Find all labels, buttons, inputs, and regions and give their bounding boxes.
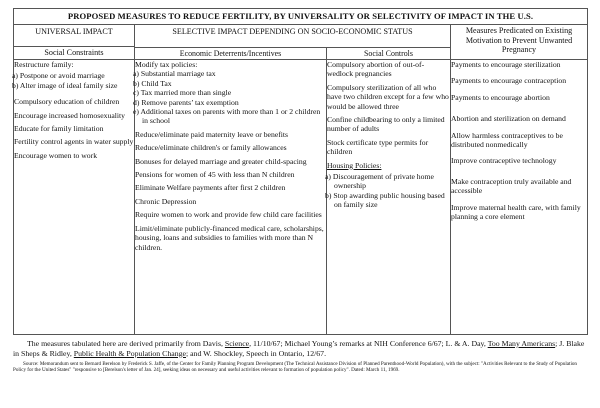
list-item: Stock certificate type permits for children [327, 137, 429, 157]
list-item: Abortion and sterilization on demand [451, 114, 566, 124]
footnote-text: , 11/10/67; Michael Young’s remarks at NIH Conference 6/67; L. & A. Day, [249, 339, 488, 348]
list-item: a) Substantial marriage tax [133, 69, 216, 79]
list-item: Payments to encourage abortion [451, 92, 550, 102]
list-item: Pensions for women of 45 with less than N children [135, 170, 295, 180]
list-item: Make contraception truly available and accessible [451, 176, 572, 196]
list-item: Eliminate Welfare payments after first 2 children [135, 183, 286, 193]
source-note: Source: Memorandum sent to Bernard Berelson by Frederick S. Jaffe, of the Center for Family Planning Program Development (The Technical Assistance Division of Planned Parenthood-World Population), with the subject: "Activities Relevant to the Study of Population Policy for the United States" "responsive to [Berelson's letter of Jan. 24], seeking ideas on necessary and useful activities relevant to formation of population policy". Dated: March 11, 1969. [13, 361, 577, 374]
footnote-text: ; J. Blake in Sheps & Ridley, [13, 339, 585, 358]
list-item: a) Postpone or avoid marriage [12, 71, 105, 81]
list-item: Compulsory education of children [14, 97, 120, 107]
footnote [13, 339, 587, 358]
list-item: b) Stop awarding public housing based on family size [325, 190, 445, 210]
list-item: Improve contraceptive technology [451, 156, 557, 166]
economic-column [135, 60, 327, 335]
list-item: Compulsory sterilization of all who have two children except for a few who would be allowed three [327, 82, 449, 111]
list-item: Reduce/eliminate paid maternity leave or benefits [135, 129, 289, 139]
footnote-text: ; and W. Shockley, Speech in Ontario, 12/67. [185, 348, 327, 358]
citation-science: Science [224, 339, 250, 348]
housing-policies-list [327, 172, 450, 210]
modify-tax-list [135, 69, 326, 125]
list-item: Payments to encourage contraception [451, 76, 567, 86]
citation-too-many-americans: Too Many Americans [487, 339, 556, 348]
list-item: Educate for family limitation [14, 124, 104, 134]
housing-policies-heading: Housing Policies: [327, 160, 382, 170]
list-item: Fertility control agents in water supply [14, 137, 134, 147]
citation-public-health: Public Health & Population Change [73, 348, 186, 358]
list-item: Payments to encourage sterilization [451, 60, 561, 69]
header-universal-text: UNIVERSAL IMPACT [35, 27, 113, 36]
table-title: PROPOSED MEASURES TO REDUCE FERTILITY, BY UNIVERSALITY OR SELECTIVITY OF IMPACT IN THE U.S. [14, 9, 588, 25]
list-item: Encourage increased homosexuality [14, 110, 125, 120]
list-item: Require women to work and provide few child care facilities [135, 210, 322, 220]
list-item: Allow harmless contraceptives to be distributed nonmedically [451, 130, 563, 150]
list-item: b) Alter image of ideal family size [12, 80, 118, 90]
document-page [13, 8, 587, 374]
list-item: Limit/eliminate publicly-financed medical care, scholarships, housing, loans and subsidies to families with more than N children. [135, 223, 324, 252]
modify-tax-heading: Modify tax policies: [135, 60, 198, 69]
list-item: e) Additional taxes on parents with more than 1 or 2 children in school [133, 107, 321, 126]
header-selective-impact: SELECTIVE IMPACT DEPENDING ON SOCIO-ECONOMIC STATUS [135, 25, 451, 48]
list-item: Reduce/eliminate children's or family allowances [135, 143, 287, 153]
list-item: Confine childbearing to only a limited number of adults [327, 115, 445, 134]
subheader-economic: Economic Deterrents/Incentives [135, 48, 327, 60]
subheader-social-controls: Social Controls [327, 48, 451, 60]
header-existing-motivation: Measures Predicated on Existing Motivation to Prevent Unwanted Pregnancy [451, 25, 588, 60]
list-item: b) Child Tax [133, 78, 172, 88]
footnote-text: The measures tabulated here are derived primarily from Davis, [27, 339, 225, 348]
restructure-family-list [14, 71, 134, 90]
social-constraints-column [14, 60, 135, 335]
list-item: Compulsory abortion of out-of-wedlock pregnancies [327, 60, 425, 79]
restructure-family-heading: Restructure family: [14, 60, 74, 69]
list-item: d) Remove parents’ tax exemption [133, 97, 239, 107]
subheader-social-constraints: Social Constraints [14, 46, 134, 58]
list-item: Chronic Depression [135, 196, 197, 206]
list-item: a) Discouragement of private home ownership [325, 172, 434, 191]
motivation-column [451, 60, 588, 335]
header-universal-impact [14, 25, 135, 60]
list-item: Encourage women to work [14, 150, 98, 160]
list-item: c) Tax married more than single [133, 88, 232, 98]
list-item: Bonuses for delayed marriage and greater child-spacing [135, 156, 307, 166]
measures-table [13, 8, 588, 335]
social-controls-column [327, 60, 451, 335]
list-item: Improve maternal health care, with family planning a core element [451, 202, 581, 222]
